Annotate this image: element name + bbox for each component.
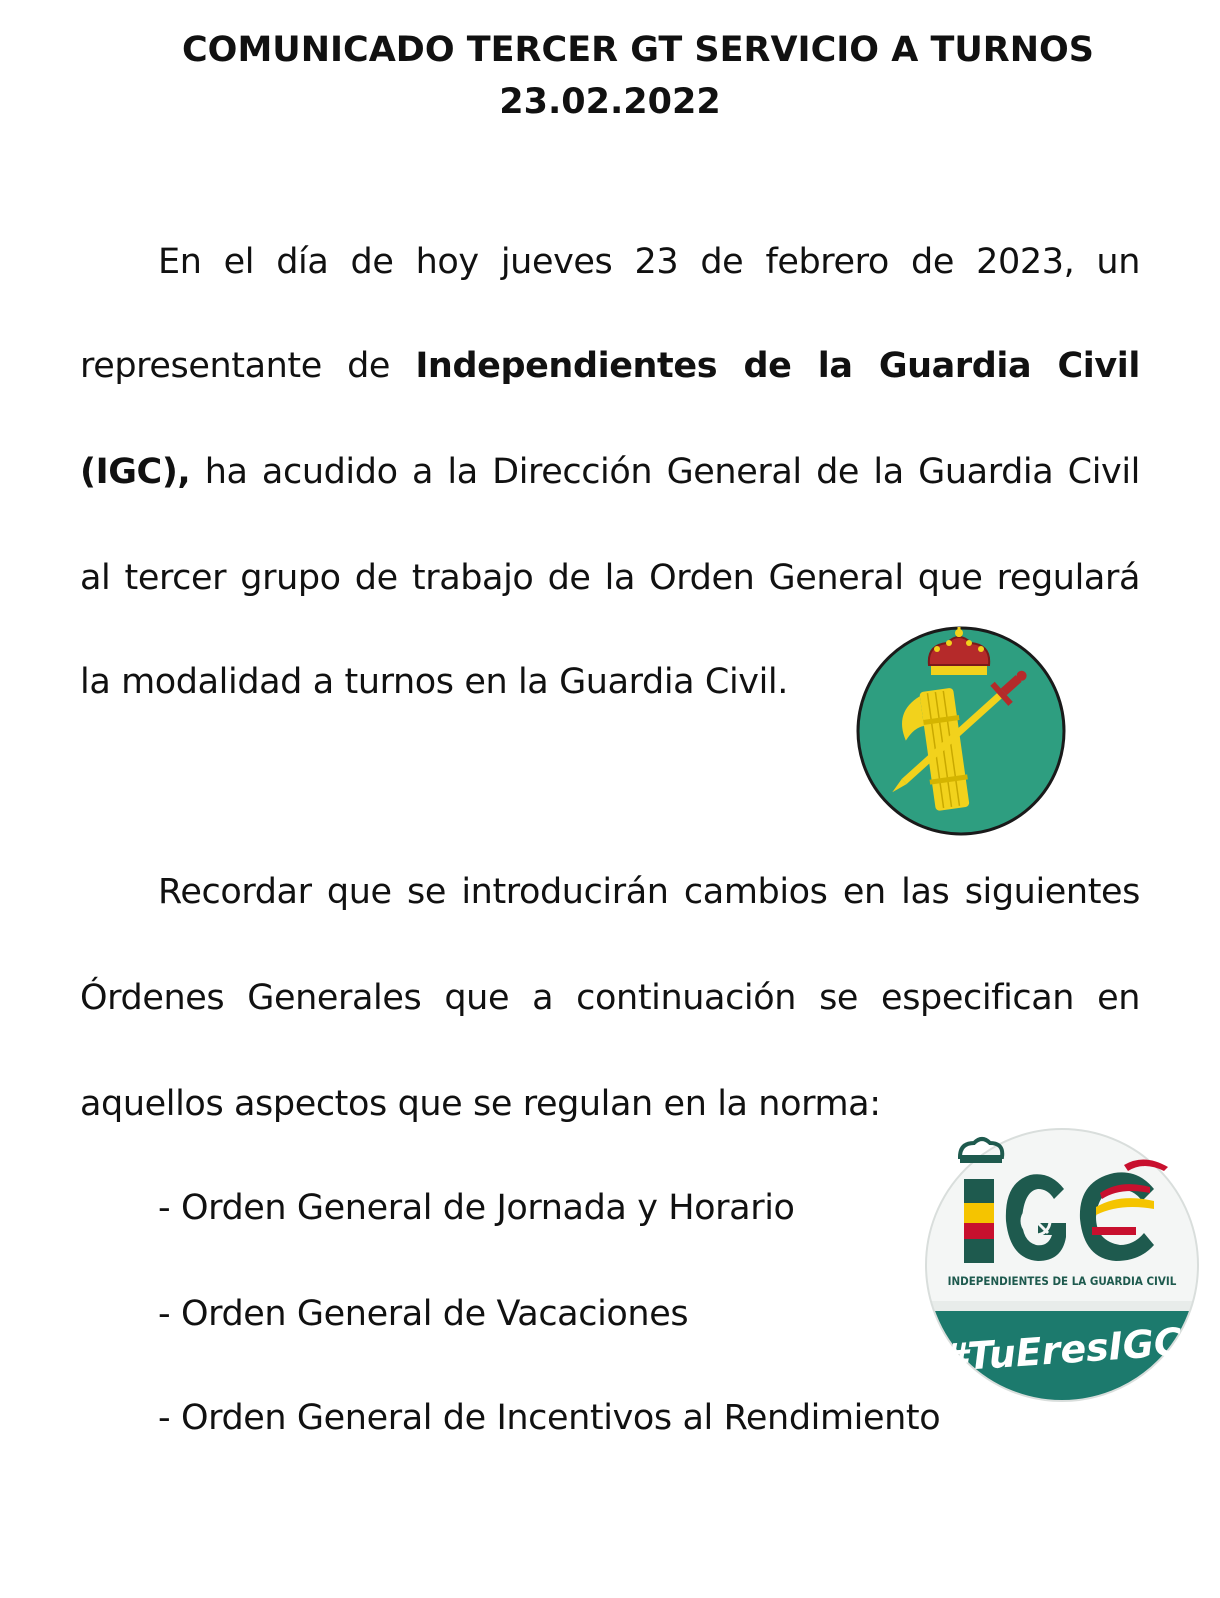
paragraph1-line-1: En el día de hoy jueves 23 de febrero de 2023, un: [158, 242, 1140, 282]
list-item: - Orden General de Jornada y Horario: [158, 1188, 795, 1228]
logo-letter-i: [964, 1179, 994, 1263]
paragraph1-line-2-prefix: representante de: [80, 346, 391, 386]
paragraph1-line-3-rest: ha acudido a la Dirección General de la Guardia Civil: [204, 452, 1140, 492]
document-title: [0, 24, 1220, 128]
paragraph1-line-4: al tercer grupo de trabajo de la Orden General que regulará: [80, 558, 1140, 598]
list-item: - Orden General de Vacaciones: [158, 1294, 689, 1334]
paragraph1-line-3: [80, 450, 1140, 494]
igc-logo-icon: [924, 1127, 1200, 1403]
logo-hashtag: #TuEresIGC: [939, 1319, 1184, 1381]
list-item: - Orden General de Incentivos al Rendimiento: [158, 1398, 941, 1438]
paragraph2-line-3: aquellos aspectos que se regulan en la norma:: [80, 1084, 881, 1124]
logo-organization-name: INDEPENDIENTES DE LA GUARDIA CIVIL: [947, 1274, 1177, 1288]
title-line-1: COMUNICADO TERCER GT SERVICIO A TURNOS: [182, 30, 1094, 70]
organization-name: Independientes de la Guardia Civil: [415, 346, 1141, 386]
guardia-civil-emblem-icon: [855, 625, 1067, 837]
paragraph2-line-1: Recordar que se introducirán cambios en las siguientes: [158, 872, 1140, 912]
paragraph1-line-2: [80, 344, 1140, 388]
title-date: 23.02.2022: [499, 82, 721, 122]
paragraph1-line-5: la modalidad a turnos en la Guardia Civil.: [80, 662, 788, 702]
organization-acronym: (IGC),: [80, 452, 191, 492]
paragraph2-line-2: Órdenes Generales que a continuación se especifican en: [80, 978, 1140, 1018]
